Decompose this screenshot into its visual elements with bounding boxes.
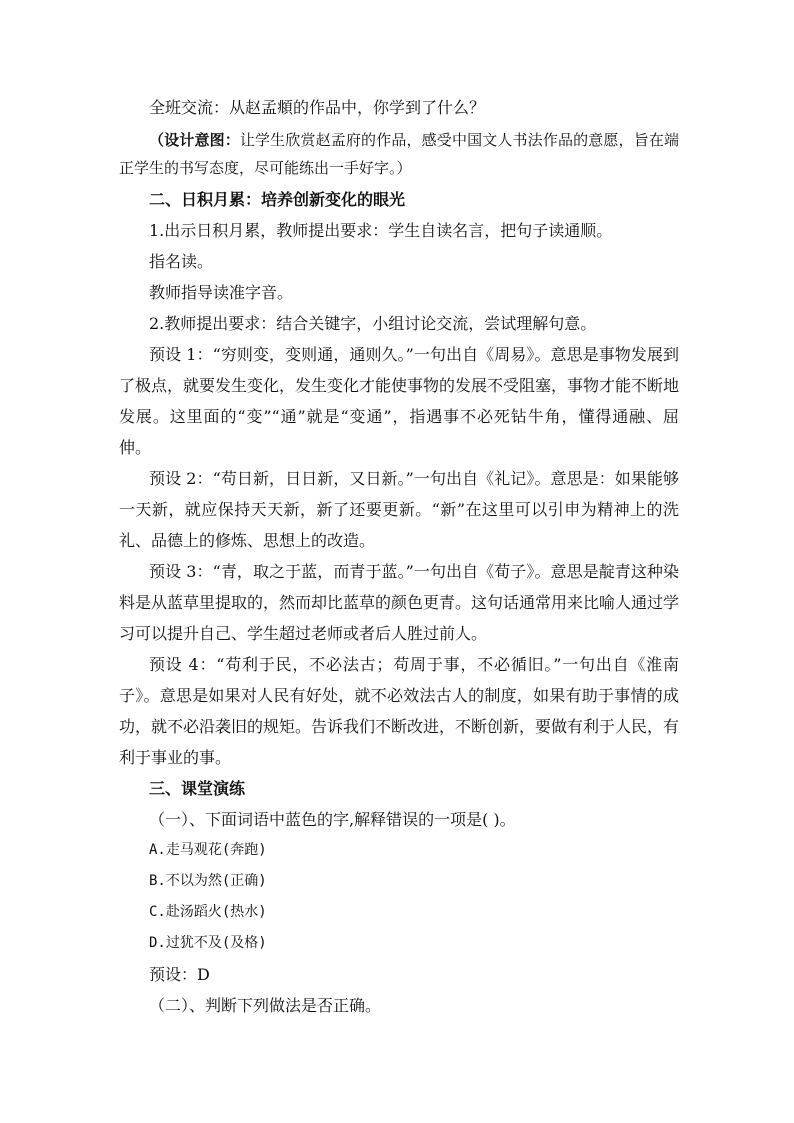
question-1: （一）、下面词语中蓝色的字,解释错误的一项是( )。 xyxy=(149,810,516,829)
question-2: （二）、判断下列做法是否正确。 xyxy=(149,996,382,1015)
option-a: A.走马观花(奔跑) xyxy=(149,842,267,858)
step2-line: 2.教师提出要求：结合关键字，小组讨论交流，尝试理解句意。 xyxy=(149,314,597,333)
preset-1: 预设 1：“穷则变，变则通，通则久。”一句出自《周易》。意思是事物发展到了极点，就要发生变化，发生变化才能使事物的发展不受阻塞，事物才能不断地发展。这里面的“变”“通”就是“变通”，指遇事不必死钻牛角，懂得通融、屈伸。 xyxy=(119,345,680,457)
option-d: D.过犹不及(及格) xyxy=(149,935,267,951)
preset-2: 预设 2：“苟日新，日日新，又日新。”一句出自《礼记》。意思是：如果能够一天新，就应保持天天新，新了还要更新。“新”在这里可以引申为精神上的洗礼、品德上的修炼、思想上的改造。 xyxy=(119,469,679,550)
answer-line: 预设：D xyxy=(149,965,210,984)
section2-title: 二、日积月累：培养创新变化的眼光 xyxy=(149,190,406,209)
design-note-body: 让学生欣赏赵孟府的作品，感受中国文人书法作品的意愿，旨在端正学生的书写态度，尽可能练出一手好字。） xyxy=(119,131,679,177)
step1-line: 1.出示日积月累，教师提出要求：学生自读名言，把句子读通顺。 xyxy=(149,221,613,240)
exchange-line: 全班交流：从赵孟頫的作品中，你学到了什么？ xyxy=(149,98,486,117)
document-body xyxy=(119,92,679,1021)
guide-line: 教师指导读准字音。 xyxy=(149,283,294,302)
section3-title: 三、课堂演练 xyxy=(149,779,246,798)
design-note-lead: （设计意图： xyxy=(149,131,240,149)
option-b: B.不以为然(正确) xyxy=(149,873,267,889)
read-by-name-line: 指名读。 xyxy=(149,252,214,271)
preset-3: 预设 3：“青，取之于蓝，而青于蓝。”一句出自《荀子》。意思是靛青这种染料是从蓝草里提取的，然而却比蓝草的颜色更青。这句话通常用来比喻人通过学习可以提升自己、学生超过老师或者后人胜过前人。 xyxy=(119,562,680,643)
design-note xyxy=(119,126,679,182)
option-c: C.赴汤蹈火(热水) xyxy=(149,904,267,920)
preset-4: 预设 4：“苟利于民，不必法古；苟周于事，不必循旧。”一句出自《淮南子》。意思是如果对人民有好处，就不必效法古人的制度，如果有助于事情的成功，就不必沿袭旧的规矩。告诉我们不断改进，不断创新，要做有利于人民，有利于事业的事。 xyxy=(119,655,680,767)
